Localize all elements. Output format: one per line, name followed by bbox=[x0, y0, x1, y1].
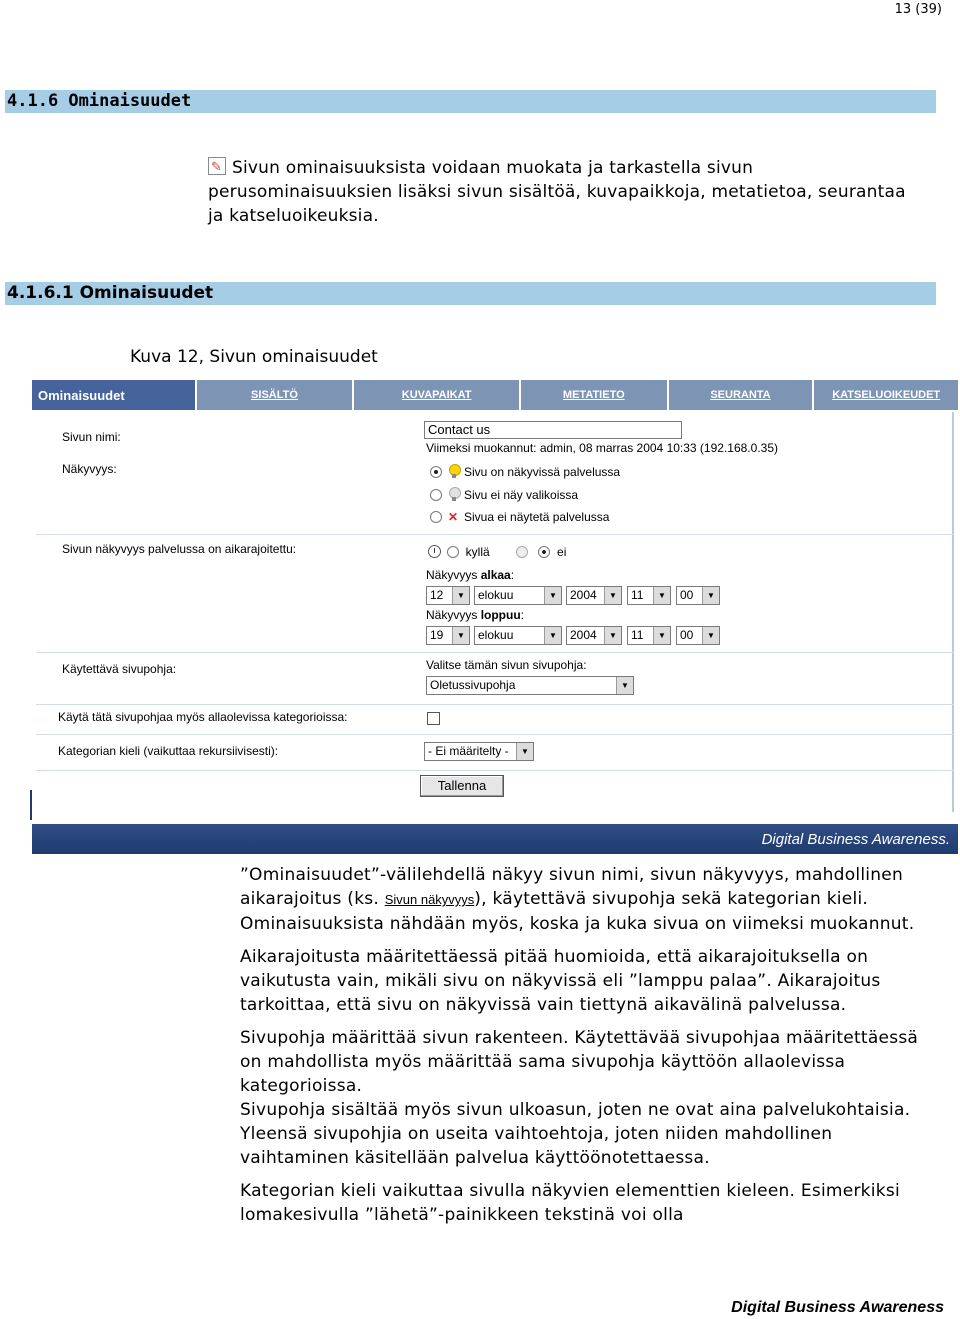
radio-schedule-yes[interactable] bbox=[447, 546, 459, 558]
visibility-option-label: Sivu on näkyvissä palvelussa bbox=[464, 465, 621, 479]
language-label: Kategorian kieli (vaikuttaa rekursiivisesti): bbox=[58, 744, 279, 758]
schedule-no-label: ei bbox=[557, 545, 567, 559]
end-minute-select[interactable]: 00 ▼ bbox=[676, 626, 720, 645]
start-hour-select[interactable]: 11 ▼ bbox=[627, 586, 671, 605]
name-label: Sivun nimi: bbox=[62, 430, 121, 444]
row-divider bbox=[36, 734, 954, 735]
end-year-select[interactable]: 2004 ▼ bbox=[566, 626, 622, 645]
properties-screenshot bbox=[32, 380, 958, 854]
end-day-select[interactable]: 19 ▼ bbox=[426, 626, 470, 645]
intro-paragraph bbox=[208, 156, 908, 228]
radio-hidden[interactable] bbox=[430, 511, 442, 523]
end-label: Näkyvyys loppuu: bbox=[426, 608, 525, 622]
end-month-select[interactable]: elokuu ▼ bbox=[474, 626, 562, 645]
chevron-down-icon: ▼ bbox=[452, 587, 469, 604]
radio-schedule-no[interactable] bbox=[538, 546, 550, 558]
properties-form bbox=[36, 412, 954, 812]
tab-seuranta[interactable]: SEURANTA bbox=[669, 380, 813, 410]
tab-metatieto[interactable]: METATIETO bbox=[521, 380, 667, 410]
template-label: Käytettävä sivupohja: bbox=[62, 662, 177, 676]
radio-schedule-no-placeholder bbox=[516, 546, 528, 558]
figure-caption: Kuva 12, Sivun ominaisuudet bbox=[130, 347, 378, 367]
visibility-option-label: Sivua ei näytetä palvelussa bbox=[464, 510, 610, 524]
template-hint: Valitse tämän sivun sivupohja: bbox=[426, 658, 587, 672]
schedule-yes-label: kyllä bbox=[465, 545, 490, 559]
chevron-down-icon: ▼ bbox=[452, 627, 469, 644]
end-hour-select[interactable]: 11 ▼ bbox=[627, 626, 671, 645]
intro-text: Sivun ominaisuuksista voidaan muokata ja tarkastella sivun perusominaisuuksien lisäksi sivun sisältöä, kuvapaikkoja, metatietoa, seurantaa ja katseluoikeuksia. bbox=[208, 158, 906, 226]
tab-ominaisuudet[interactable]: Ominaisuudet bbox=[32, 380, 195, 410]
hidden-x-icon: ✕ bbox=[448, 510, 459, 524]
paragraph: Sivupohja sisältää myös sivun ulkoasun, joten ne ovat aina palvelukohtaisia. Yleensä sivupohjia on useita vaihtoehtoja, joten niiden mahdollinen vaihtaminen käsitellään palvelua käyttöönotettaessa. bbox=[240, 1100, 911, 1168]
row-divider bbox=[36, 534, 954, 535]
chevron-down-icon: ▼ bbox=[702, 587, 719, 604]
chevron-down-icon: ▼ bbox=[604, 627, 621, 644]
visibility-label: Näkyvyys: bbox=[62, 462, 117, 476]
visibility-link[interactable]: Sivun näkyvyys bbox=[384, 892, 475, 907]
template-sub-label: Käytä tätä sivupohjaa myös allaolevissa kategorioissa: bbox=[58, 710, 348, 724]
row-divider bbox=[36, 704, 954, 705]
chevron-down-icon: ▼ bbox=[604, 587, 621, 604]
start-minute-select[interactable]: 00 ▼ bbox=[676, 586, 720, 605]
chevron-down-icon: ▼ bbox=[544, 627, 561, 644]
brand-logo: Digital Business Awareness. bbox=[761, 831, 950, 848]
bulb-off-icon bbox=[448, 487, 460, 501]
tab-sisalto[interactable]: SISÄLTÖ bbox=[197, 380, 353, 410]
template-select[interactable]: Oletussivupohja ▼ bbox=[426, 676, 634, 695]
paragraph: Kategorian kieli vaikuttaa sivulla näkyvien elementtien kieleen. Esimerkiksi lomakesivulla ”lähetä”-painikkeen tekstinä voi olla bbox=[240, 1181, 900, 1225]
tab-katseluoikeudet[interactable]: KATSELUOIKEUDET bbox=[814, 380, 958, 410]
page-name-input[interactable]: Contact us bbox=[424, 421, 682, 439]
chevron-down-icon: ▼ bbox=[616, 677, 633, 694]
paragraph: Sivupohja määrittää sivun rakenteen. Käytettävää sivupohjaa määritettäessä on mahdollista myös määrittää sama sivupohja käyttöön allaolevissa kategorioissa. bbox=[240, 1028, 919, 1096]
start-year-select[interactable]: 2004 ▼ bbox=[566, 586, 622, 605]
section-heading: 4.1.6 Ominaisuudet bbox=[5, 90, 936, 113]
chevron-down-icon: ▼ bbox=[653, 587, 670, 604]
modified-info: Viimeksi muokannut: admin, 08 marras 2004 10:33 (192.168.0.35) bbox=[426, 441, 778, 455]
visibility-option-visible[interactable] bbox=[430, 464, 620, 479]
start-label: Näkyvyys alkaa: bbox=[426, 568, 515, 582]
paragraph: Aikarajoitusta määritettäessä pitää huomioida, että aikarajoituksella on vaikutusta vain, mikäli sivu on näkyvissä eli ”lamppu palaa”. Aikarajoitus tarkoittaa, että sivu on näkyvissä vain tiettynä aikavälinä palvelussa. bbox=[240, 947, 881, 1015]
row-divider bbox=[36, 770, 954, 771]
paragraph: ”Ominaisuudet”-välilehdellä näkyy sivun nimi, sivun näkyvyys, mahdollinen aikarajoitus (ks. Sivun näkyvyys), käytettävä sivupohja sekä kategorian kieli. Ominaisuuksista nähdään myös, koska ja kuka sivua on viimeksi muokannut. bbox=[240, 865, 915, 934]
page-number: 13 (39) bbox=[894, 2, 942, 17]
tab-kuvapaikat[interactable]: KUVAPAIKAT bbox=[354, 380, 519, 410]
schedule-options bbox=[428, 545, 566, 559]
visibility-option-hidden[interactable] bbox=[430, 510, 609, 524]
start-day-select[interactable]: 12 ▼ bbox=[426, 586, 470, 605]
tab-bar bbox=[32, 380, 958, 410]
page-footer: Digital Business Awareness bbox=[731, 1299, 944, 1316]
body-text bbox=[240, 863, 940, 1236]
save-button[interactable]: Tallenna bbox=[420, 775, 504, 797]
bulb-on-icon bbox=[448, 464, 460, 478]
visibility-option-hidden-menu[interactable] bbox=[430, 487, 578, 502]
clock-icon bbox=[428, 545, 441, 558]
visibility-option-label: Sivu ei näy valikoissa bbox=[464, 488, 579, 502]
template-sub-checkbox[interactable] bbox=[427, 712, 440, 725]
chevron-down-icon: ▼ bbox=[653, 627, 670, 644]
radio-visible[interactable] bbox=[430, 466, 442, 478]
subsection-heading: 4.1.6.1 Ominaisuudet bbox=[5, 282, 936, 305]
page-edit-icon bbox=[208, 157, 226, 175]
row-divider bbox=[36, 652, 954, 653]
radio-hidden-menu[interactable] bbox=[430, 489, 442, 501]
language-select[interactable]: - Ei määritelty - ▼ bbox=[424, 742, 534, 761]
chevron-down-icon: ▼ bbox=[702, 627, 719, 644]
start-month-select[interactable]: elokuu ▼ bbox=[474, 586, 562, 605]
screenshot-footer bbox=[32, 824, 958, 854]
chevron-down-icon: ▼ bbox=[544, 587, 561, 604]
scheduled-label: Sivun näkyvyys palvelussa on aikarajoitettu: bbox=[62, 542, 297, 556]
chevron-down-icon: ▼ bbox=[516, 743, 533, 760]
